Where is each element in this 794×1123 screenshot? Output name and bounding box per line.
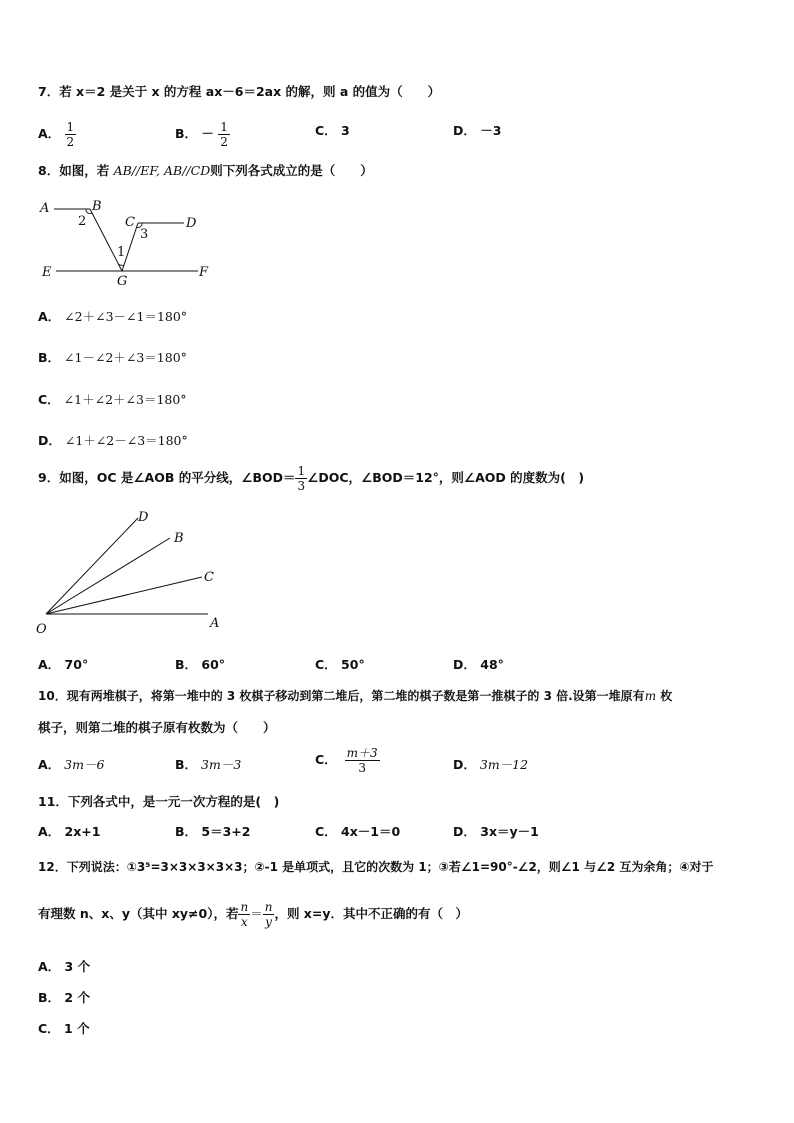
label-angle-2: 2 [78,214,87,229]
segment-bg [90,209,122,271]
q11-option-c[interactable]: C． 4x－1＝0 [315,824,401,839]
ray-oc [46,577,202,614]
q7-option-b[interactable]: B． － $\frac{1}{2}$ [175,120,228,149]
q8-option-d[interactable]: D． ∠1＋∠2－∠3＝180° [38,433,188,448]
q9-option-d[interactable]: D． 48° [453,657,504,672]
q11-option-a[interactable]: A． 2x+1 [38,824,101,839]
fraction: $\frac{1}{2}$ [220,120,228,149]
label-c: C [204,570,214,585]
angle-rays-figure [30,504,230,638]
fraction: $\frac{1}{3}$ [297,464,306,493]
fraction: $\frac{n}{x}$ [240,900,249,929]
label-a: A [210,616,220,631]
q10-option-c[interactable]: C． $\frac{m+3}{3}$ [315,746,378,775]
label-c: C [125,215,135,230]
q12-option-a[interactable]: A． 3 个 [38,959,91,974]
q9-stem: 9．如图，OC 是∠AOB 的平分线，∠BOD＝ $\frac{1}{3}$ ∠DOC，∠BOD＝12°，则∠AOD 的度数为( ) [38,464,585,493]
q12-stem-line1: 12．下列说法：①3⁵=3×3×3×3×3；②-1 是单项式，且它的次数为 1；③若∠1=90°-∠2，则∠1 与∠2 互为余角；④对于 [38,860,714,874]
fraction: $\frac{n}{y}$ [264,900,273,929]
q10-option-d[interactable]: D． 3m－12 [453,757,529,772]
q10-option-b[interactable]: B． 3m－3 [175,757,242,772]
q10-stem-line2: 棋子，则第二堆的棋子原有枚数为（ ） [38,720,276,735]
q8-option-a[interactable]: A． ∠2＋∠3－∠1＝180° [38,309,188,324]
option-letter: A． [38,126,61,141]
q7-option-a[interactable] [38,120,76,149]
q7-option-d[interactable]: D． －3 [453,123,502,138]
q12-stem-line2: 有理数 n、x、y（其中 xy≠0），若 $\frac{n}{x}$ ＝ $\frac{n}{y}$ ，则 x=y．其中不正确的有（ ） [38,900,468,929]
q10-option-a[interactable]: A． 3m－6 [38,757,105,772]
fraction: $\frac{m+3}{3}$ [346,746,378,775]
q8-option-b[interactable]: B． ∠1－∠2＋∠3＝180° [38,350,187,365]
q11-stem: 11．下列各式中，是一元一次方程的是( ) [38,794,280,809]
q10-stem-line1: 10．现有两堆棋子，将第一堆中的 3 枚棋子移动到第二堆后，第二堆的棋子数是第一推棋子的 3 倍.设第一堆原有m 枚 [38,689,673,703]
fraction: $\frac{1}{2}$ [66,120,75,149]
q11-option-b[interactable]: B． 5＝3+2 [175,824,251,839]
q8-option-c[interactable]: C． ∠1＋∠2＋∠3＝180° [38,392,187,407]
label-b: B [174,531,184,546]
label-g: G [117,274,128,289]
q12-option-c[interactable]: C． 1 个 [38,1021,90,1036]
label-angle-1: 1 [117,245,126,260]
q9-option-b[interactable]: B． 60° [175,657,226,672]
parallel-lines-figure [38,196,218,290]
label-a: A [40,201,50,216]
q9-option-c[interactable]: C． 50° [315,657,365,672]
q11-option-d[interactable]: D． 3x＝y－1 [453,824,539,839]
label-e: E [42,265,52,280]
label-angle-3: 3 [140,227,149,242]
label-o: O [36,622,47,637]
label-d: D [138,510,149,525]
label-f: F [199,265,209,280]
label-d: D [186,216,197,231]
q7-option-c[interactable]: C． 3 [315,123,350,138]
q8-stem: 8．如图，若 AB//EF, AB//CD则下列各式成立的是（ ） [38,163,373,178]
q7-stem: 7．若 x＝2 是关于 x 的方程 ax－6＝2ax 的解，则 a 的值为（ ） [38,84,441,99]
option-letter: B． [175,126,198,141]
label-b: B [92,199,102,214]
q9-option-a[interactable]: A． 70° [38,657,89,672]
q12-option-b[interactable]: B． 2 个 [38,990,90,1005]
